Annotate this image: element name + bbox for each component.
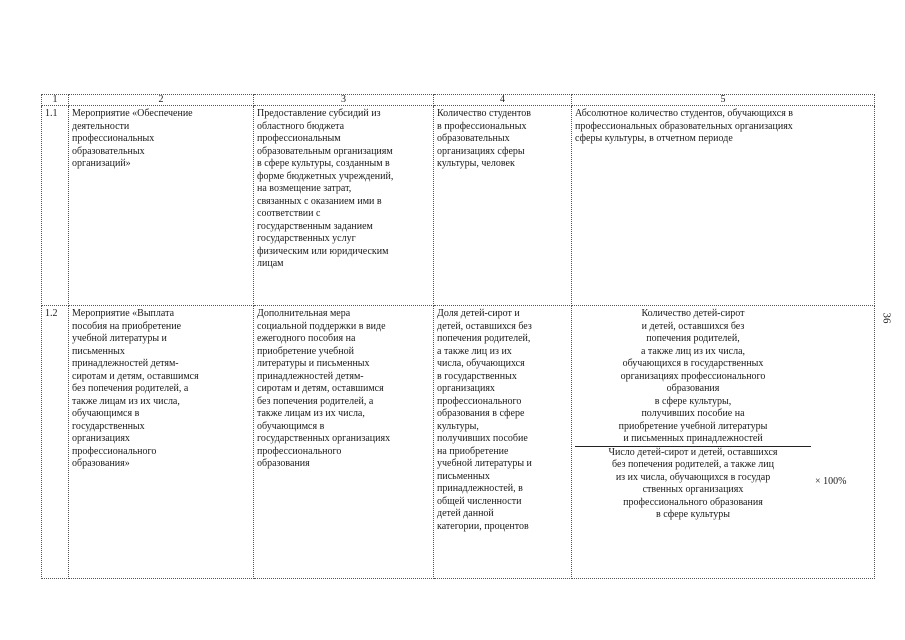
row-number: 1.2 xyxy=(42,306,69,579)
indicator-line: а также лиц из их xyxy=(437,345,512,357)
description-line: государственным заданием xyxy=(257,220,373,232)
numerator-line: образования xyxy=(666,383,720,394)
event-line: учебной литературы и xyxy=(72,333,167,344)
indicator-line: категории, процентов xyxy=(437,520,529,532)
description-line: образовательным организациям xyxy=(257,145,393,157)
description-line: сиротам и детям, оставшимся xyxy=(257,383,384,394)
indicator-line: учебной литературы и xyxy=(437,458,532,469)
denominator-line: Число детей-сирот и детей, оставшихся xyxy=(608,446,778,458)
indicator-line: общей численности xyxy=(437,495,522,507)
description-line: социальной поддержки в виде xyxy=(257,320,386,332)
indicator-line: образования в сфере xyxy=(437,408,525,419)
event-line: организациях xyxy=(72,433,130,444)
row-number: 1.1 xyxy=(42,106,69,306)
numerator-line: и детей, оставшихся без xyxy=(641,320,745,332)
formula-numerator xyxy=(575,308,811,446)
indicator-line: принадлежностей, в xyxy=(437,483,523,494)
header-col-3: 3 xyxy=(254,95,434,106)
description-line: без попечения родителей, а xyxy=(257,395,374,407)
table-row xyxy=(42,306,875,579)
method-line: Абсолютное количество студентов, обучающихся в xyxy=(575,108,794,119)
description-line: принадлежностей детям- xyxy=(257,370,364,382)
event-line: принадлежностей детям- xyxy=(72,358,179,369)
header-col-1: 1 xyxy=(42,95,69,106)
table-row xyxy=(42,106,875,306)
description-line: образования xyxy=(257,458,310,469)
indicator-line: получивших пособие xyxy=(437,433,528,444)
indicator-line: культуры, человек xyxy=(437,158,515,169)
method-cell xyxy=(572,106,875,306)
description-line: Предоставление субсидий из xyxy=(257,108,381,119)
description-line: также лицам из их числа, xyxy=(257,408,365,419)
formula-denominator xyxy=(575,447,811,522)
header-col-2: 2 xyxy=(69,95,254,106)
description-line: ежегодного пособия на xyxy=(257,333,356,344)
method-line: сферы культуры, в отчетном периоде xyxy=(575,133,733,144)
description-line: форме бюджетных учреждений, xyxy=(257,170,394,182)
numerator-line: организациях профессионального xyxy=(620,370,766,382)
denominator-line: ственных организациях xyxy=(642,484,744,495)
numerator-line: Количество детей-сирот xyxy=(641,308,745,319)
description-line: соответствии с xyxy=(257,208,321,219)
event-line: без попечения родителей, а xyxy=(72,383,189,394)
description-line: физическим или юридическим xyxy=(257,245,389,257)
description-line: профессионального xyxy=(257,445,342,457)
description-line: Дополнительная мера xyxy=(257,308,351,319)
numerator-line: обучающихся в государственных xyxy=(622,358,764,369)
indicator-line: культуры, xyxy=(437,420,479,432)
indicator-line: организациях xyxy=(437,383,495,394)
event-line: государственных xyxy=(72,420,145,432)
event-line: также лицам из их числа, xyxy=(72,395,180,407)
denominator-line: в сфере культуры xyxy=(655,509,731,520)
numerator-line: получивших пособие на xyxy=(641,408,745,419)
indicator-line: Доля детей-сирот и xyxy=(437,308,520,319)
description-line: профессиональным xyxy=(257,133,341,144)
event-line: Мероприятие «Выплата xyxy=(72,308,175,319)
event-line: деятельности xyxy=(72,120,130,132)
indicator-line: на приобретение xyxy=(437,445,509,457)
denominator-line: из их числа, обучающихся в государ xyxy=(615,471,771,483)
header-row xyxy=(42,95,875,106)
event-cell xyxy=(69,306,254,579)
indicators-table xyxy=(41,94,875,579)
event-line: письменных xyxy=(72,345,125,357)
indicator-line: образовательных xyxy=(437,133,510,144)
indicator-line: попечения родителей, xyxy=(437,333,531,344)
description-line: на возмещение затрат, xyxy=(257,183,352,194)
description-line: приобретение учебной xyxy=(257,345,354,357)
indicator-line: организациях сферы xyxy=(437,145,525,157)
method-line: профессиональных образовательных организациях xyxy=(575,120,793,132)
indicator-line: в государственных xyxy=(437,370,517,382)
description-line: лицам xyxy=(257,258,284,269)
description-cell xyxy=(254,106,434,306)
event-line: профессионального xyxy=(72,445,157,457)
numerator-line: а также лиц из их числа, xyxy=(640,345,746,357)
description-line: обучающимся в xyxy=(257,420,325,432)
numerator-line: в сфере культуры, xyxy=(654,395,732,407)
indicator-line: Количество студентов xyxy=(437,108,531,119)
event-line: образования» xyxy=(72,458,130,469)
indicator-cell xyxy=(434,306,572,579)
indicator-line: числа, обучающихся xyxy=(437,358,525,369)
description-line: государственных организациях xyxy=(257,433,391,444)
indicator-line: детей данной xyxy=(437,508,494,519)
description-line: в сфере культуры, созданным в xyxy=(257,158,390,169)
denominator-line: профессионального образования xyxy=(623,496,763,508)
indicator-cell xyxy=(434,106,572,306)
header-col-5: 5 xyxy=(572,95,875,106)
indicator-line: профессионального xyxy=(437,395,522,407)
description-cell xyxy=(254,306,434,579)
formula-multiplier: × 100% xyxy=(815,476,847,487)
numerator-line: попечения родителей, xyxy=(646,333,740,344)
event-line: пособия на приобретение xyxy=(72,320,182,332)
indicator-line: письменных xyxy=(437,470,490,482)
indicator-line: в профессиональных xyxy=(437,120,527,132)
percentage-formula xyxy=(575,308,871,576)
indicator-line: детей, оставшихся без xyxy=(437,320,532,332)
event-cell xyxy=(69,106,254,306)
event-line: обучающимся в xyxy=(72,408,140,419)
page-number: 36 xyxy=(880,312,893,324)
formula-cell xyxy=(572,306,875,579)
description-line: государственных услуг xyxy=(257,233,356,244)
event-line: профессиональных xyxy=(72,133,155,144)
denominator-line: без попечения родителей, а также лиц xyxy=(611,459,774,470)
description-line: областного бюджета xyxy=(257,120,345,132)
event-line: сиротам и детям, оставшимся xyxy=(72,370,199,382)
event-line: образовательных xyxy=(72,145,145,157)
numerator-line: приобретение учебной литературы xyxy=(618,420,768,432)
description-line: литературы и письменных xyxy=(257,358,370,369)
header-col-4: 4 xyxy=(434,95,572,106)
event-line: организаций» xyxy=(72,158,131,169)
numerator-line: и письменных принадлежностей xyxy=(623,433,763,444)
description-line: связанных с оказанием ими в xyxy=(257,195,382,207)
event-line: Мероприятие «Обеспечение xyxy=(72,108,193,119)
